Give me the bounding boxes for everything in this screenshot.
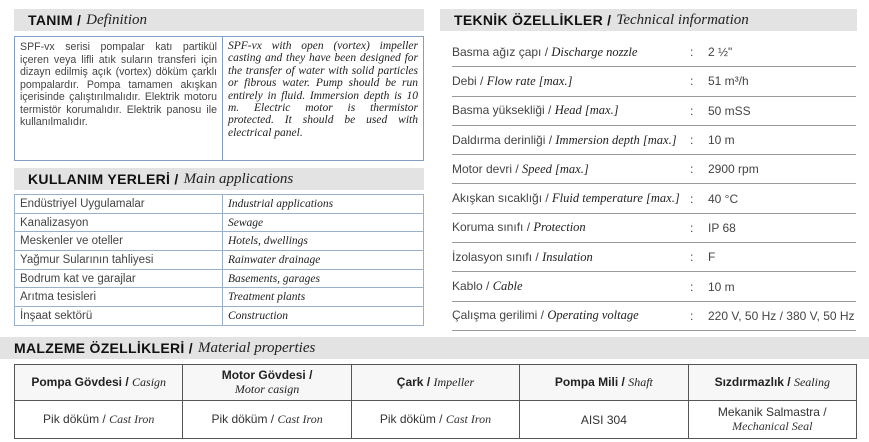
spec-label-en: Insulation <box>542 249 593 264</box>
spec-label-tr: Motor devri / <box>452 161 519 176</box>
table-header-row <box>15 365 857 401</box>
definition-box <box>14 36 424 161</box>
spec-value: 2900 rpm <box>708 162 759 177</box>
materials-heading-tr: MALZEME ÖZELLİKLERİ / <box>14 340 193 356</box>
app-tr: Endüstriyel Uygulamalar <box>15 195 223 214</box>
spec-colon: : <box>690 279 694 294</box>
app-tr: Bodrum kat ve garajlar <box>15 269 223 288</box>
table-row <box>15 251 424 270</box>
material-value: Pik döküm / Cast Iron <box>183 401 351 439</box>
applications-table <box>14 194 424 326</box>
spec-value: 10 m <box>708 279 735 294</box>
spec-colon: : <box>690 45 694 60</box>
spec-label-tr: Debi / <box>452 73 484 88</box>
table-row <box>15 213 424 232</box>
material-value: Mekanik Salmastra / Mechanical Seal <box>688 401 856 439</box>
app-tr: İnşaat sektörü <box>15 307 223 326</box>
material-header: Motor Gövdesi / Motor casign <box>183 365 351 401</box>
definition-heading-en: Definition <box>86 11 147 28</box>
spec-label-en: Operating voltage <box>547 308 639 323</box>
table-row <box>15 232 424 251</box>
spec-label-tr: Daldırma derinliği / <box>452 132 553 147</box>
spec-colon: : <box>690 133 694 148</box>
app-tr: Yağmur Sularının tahliyesi <box>15 251 223 270</box>
spec-label-en: Speed [max.] <box>522 161 589 176</box>
definition-text-en: SPF-vx with open (vortex) impeller casting and they have been designed for the transfer of water with solid particles or fibrous water. Pump should be run entirely in fluid. Immersion depth is 10 m. Electric motor is thermistor protected. It should be used with electrical panel. <box>228 40 418 139</box>
spec-label-tr: Kablo / <box>452 279 490 294</box>
table-row <box>15 288 424 307</box>
spec-value: 2 ½" <box>708 45 733 60</box>
spec-colon: : <box>690 103 694 118</box>
technical-heading-tr: TEKNİK ÖZELLİKLER / <box>454 12 612 28</box>
list-item <box>452 243 856 272</box>
definition-header <box>14 9 424 31</box>
list-item <box>452 97 856 126</box>
spec-value: 220 V, 50 Hz / 380 V, 50 Hz <box>708 308 855 323</box>
list-item <box>452 155 856 184</box>
table-row <box>15 195 424 214</box>
app-en: Construction <box>223 307 424 326</box>
material-value: Pik döküm / Cast Iron <box>351 401 519 439</box>
material-header: Çark / Impeller <box>351 365 519 401</box>
spec-colon: : <box>690 74 694 89</box>
app-en: Treatment plants <box>223 288 424 307</box>
spec-colon: : <box>690 250 694 265</box>
spec-label-en: Discharge nozzle <box>551 44 638 59</box>
spec-label-en: Flow rate [max.] <box>486 73 573 88</box>
list-item <box>452 214 856 243</box>
applications-header <box>14 168 424 190</box>
spec-label-tr: Koruma sınıfı / <box>452 220 531 235</box>
app-tr: Kanalizasyon <box>15 213 223 232</box>
app-en: Basements, garages <box>223 269 424 288</box>
spec-label-tr: Akışkan sıcaklığı / <box>452 191 549 206</box>
spec-label-en: Immersion depth [max.] <box>555 132 677 147</box>
list-item <box>452 67 856 96</box>
materials-table <box>14 364 857 439</box>
definition-heading-tr: TANIM / <box>28 12 82 28</box>
table-row <box>15 401 857 439</box>
material-header: Sızdırmazlık / Sealing <box>688 365 856 401</box>
spec-value: 50 mSS <box>708 103 751 118</box>
app-tr: Arıtma tesisleri <box>15 288 223 307</box>
spec-label-en: Protection <box>533 220 586 235</box>
spec-label-en: Head [max.] <box>554 103 619 118</box>
spec-colon: : <box>690 220 694 235</box>
app-tr: Meskenler ve oteller <box>15 232 223 251</box>
spec-value: F <box>708 250 716 265</box>
material-header: Pompa Mili / Shaft <box>520 365 688 401</box>
spec-colon: : <box>690 308 694 323</box>
spec-value: IP 68 <box>708 220 736 235</box>
list-item <box>452 272 856 301</box>
list-item <box>452 38 856 67</box>
spec-colon: : <box>690 191 694 206</box>
table-row <box>15 269 424 288</box>
materials-header <box>0 337 869 359</box>
app-en: Rainwater drainage <box>223 251 424 270</box>
list-item <box>452 184 856 213</box>
app-en: Hotels, dwellings <box>223 232 424 251</box>
spec-label-en: Fluid temperature [max.] <box>552 191 680 206</box>
list-item <box>452 302 856 331</box>
app-en: Industrial applications <box>223 195 424 214</box>
applications-heading-tr: KULLANIM YERLERİ / <box>28 171 179 187</box>
technical-heading-en: Technical information <box>616 11 749 28</box>
spec-label-tr: İzolasyon sınıfı / <box>452 249 539 264</box>
applications-heading-en: Main applications <box>183 170 294 187</box>
spec-value: 40 °C <box>708 191 739 206</box>
app-en: Sewage <box>223 213 424 232</box>
material-value: Pik döküm / Cast Iron <box>15 401 183 439</box>
table-row <box>15 307 424 326</box>
technical-list <box>452 38 856 331</box>
definition-text-tr: SPF-vx serisi pompalar katı partikül içeren veya lifli atık suların transferi için dizayn edilmiş açık (vortex) döküm çarklı pompalardır. Pompa tamamen akışkan içerisinde çalıştırılmalıdır. Elektrik motoru termistör korumalıdır. Elektrik panosu ile kullanılmalıdır. <box>15 37 223 160</box>
spec-value: 10 m <box>708 133 735 148</box>
spec-value: 51 m³/h <box>708 74 749 89</box>
spec-label-en: Cable <box>492 279 523 294</box>
spec-label-tr: Basma yüksekliği / <box>452 103 552 118</box>
list-item <box>452 126 856 155</box>
spec-label-tr: Basma ağız çapı / <box>452 44 549 59</box>
spec-colon: : <box>690 162 694 177</box>
technical-header <box>440 9 857 31</box>
material-value: AISI 304 <box>520 401 688 439</box>
materials-heading-en: Material properties <box>197 339 316 356</box>
material-header: Pompa Gövdesi / Casign <box>15 365 183 401</box>
spec-label-tr: Çalışma gerilimi / <box>452 308 545 323</box>
